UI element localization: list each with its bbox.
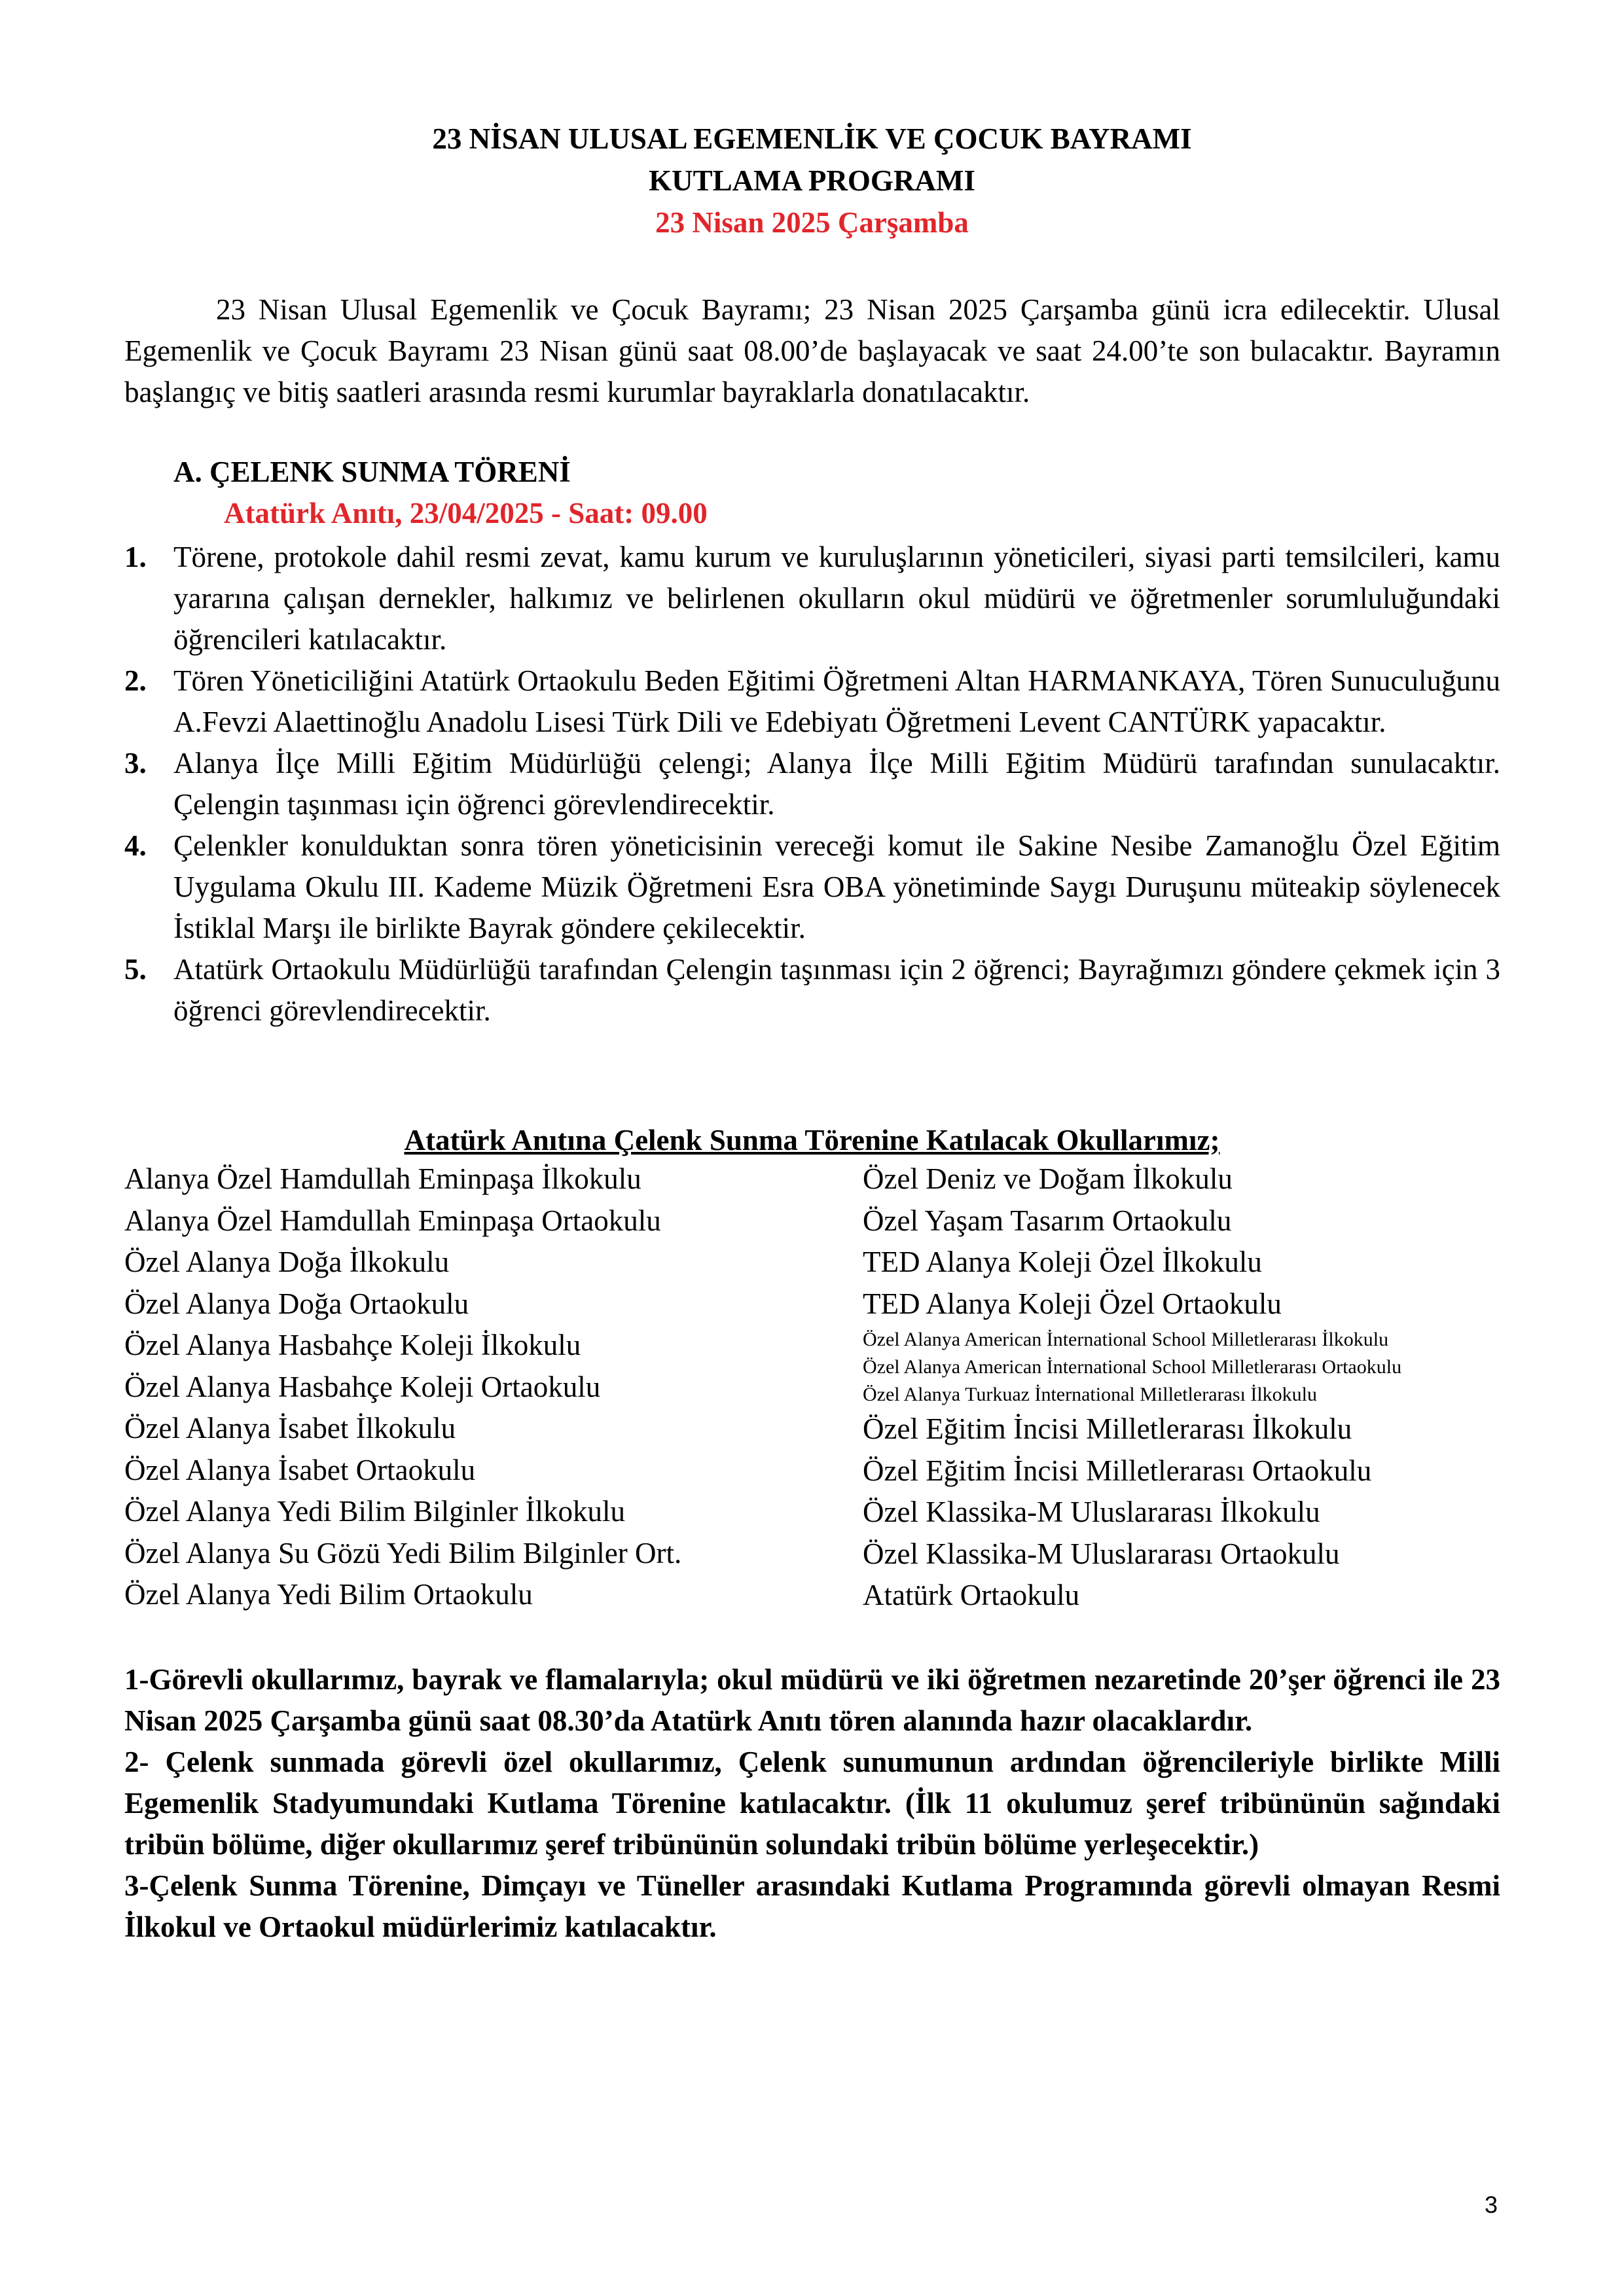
school-item: Özel Klassika-M Uluslararası Ortaokulu — [863, 1537, 1340, 1570]
item-number: 1. — [124, 541, 147, 573]
list-item — [124, 537, 1500, 660]
ceremony-items — [124, 537, 1500, 1031]
item-text: Tören Yöneticiliğini Atatürk Ortaokulu Beden Eğitimi Öğretmeni Altan HARMANKAYA, Tören Sunuculuğunu A.Fevzi Alaettinoğlu Anadolu Lisesi Türk Dili ve Edebiyatı Öğretmeni Levent CANTÜRK yapacaktır. — [173, 664, 1500, 738]
school-item: Özel Alanya Doğa Ortaokulu — [124, 1287, 469, 1320]
note-paragraph: 2- Çelenk sunmada görevli özel okullarımız, Çelenk sunumunun ardından öğrencileriyle birlikte Milli Egemenlik Stadyumundaki Kutlama Törenine katılacaktır. (İlk 11 okulumuz şeref tribününün sağındaki tribün bölüme, diğer okullarımız şeref tribününün solundaki tribün bölüme yerleşecektir.) — [124, 1746, 1500, 1861]
page-title: 23 NİSAN ULUSAL EGEMENLİK VE ÇOCUK BAYRAMI — [432, 122, 1192, 155]
school-item: Özel Alanya Yedi Bilim Ortaokulu — [124, 1578, 533, 1611]
school-item: Özel Alanya American İnternational School Milletlerarası İlkokulu — [863, 1329, 1389, 1350]
school-item: Özel Alanya İsabet İlkokulu — [124, 1412, 456, 1444]
note-paragraph: 3-Çelenk Sunma Törenine, Dimçayı ve Tüneller arasındaki Kutlama Programında görevli olmayan Resmi İlkokul ve Ortaokul müdürlerimiz katılacaktır. — [124, 1869, 1500, 1943]
school-item: Özel Yaşam Tasarım Ortaokulu — [863, 1204, 1232, 1237]
school-item: Özel Alanya American İnternational School Milletlerarası Ortaokulu — [863, 1356, 1402, 1378]
school-item: Özel Alanya Su Gözü Yedi Bilim Bilginler Ort. — [124, 1536, 682, 1570]
item-text: Törene, protokole dahil resmi zevat, kamu kurum ve kuruluşlarının yöneticileri, siyasi parti temsilcileri, kamu yararına çalışan dernekler, halkımız ve belirlenen okulların okul müdürü ve öğretmenler sorumluluğundaki öğrencileri katılacaktır. — [173, 541, 1500, 656]
school-item: TED Alanya Koleji Özel Ortaokulu — [863, 1287, 1282, 1320]
school-item: Özel Alanya Doğa İlkokulu — [124, 1246, 450, 1278]
item-number: 5. — [124, 953, 147, 986]
item-number: 3. — [124, 747, 147, 780]
school-item: TED Alanya Koleji Özel İlkokulu — [863, 1246, 1262, 1278]
program-date: 23 Nisan 2025 Çarşamba — [655, 206, 969, 239]
item-text: Alanya İlçe Milli Eğitim Müdürlüğü çelengi; Alanya İlçe Milli Eğitim Müdürü tarafından sunulacaktır. Çelengin taşınması için öğrenci görevlendirecektir. — [173, 747, 1500, 821]
school-item: Özel Klassika-M Uluslararası İlkokulu — [863, 1496, 1320, 1528]
school-item: Özel Alanya Hasbahçe Koleji İlkokulu — [124, 1329, 581, 1361]
list-item — [124, 660, 1500, 743]
item-text: Atatürk Ortaokulu Müdürlüğü tarafından Çelengin taşınması için 2 öğrenci; Bayrağımızı göndere çekmek için 3 öğrenci görevlendirecektir. — [173, 953, 1500, 1027]
school-item: Özel Alanya İsabet Ortaokulu — [124, 1453, 476, 1486]
school-item: Alanya Özel Hamdullah Eminpaşa Ortaokulu — [124, 1204, 661, 1237]
page-number: 3 — [1485, 2191, 1498, 2218]
school-item: Özel Eğitim İncisi Milletlerarası Ortaokulu — [863, 1454, 1372, 1487]
section-a — [173, 452, 708, 534]
list-item — [124, 743, 1500, 825]
schools-right-column — [863, 1158, 1517, 1617]
section-a-subheading: Atatürk Anıtı, 23/04/2025 - Saat: 09.00 — [224, 497, 708, 529]
school-item: Özel Alanya Yedi Bilim Bilginler İlkokulu — [124, 1495, 625, 1528]
schools-left-column — [124, 1158, 818, 1616]
intro-paragraph — [124, 289, 1500, 413]
school-item: Özel Eğitim İncisi Milletlerarası İlkokulu — [863, 1412, 1352, 1445]
list-item — [124, 949, 1500, 1031]
school-item: Özel Alanya Turkuaz İnternational Milletlerarası İlkokulu — [863, 1384, 1317, 1405]
school-item: Alanya Özel Hamdullah Eminpaşa İlkokulu — [124, 1162, 641, 1195]
list-item — [124, 825, 1500, 949]
title-block — [0, 118, 1624, 243]
schools-heading: Atatürk Anıtına Çelenk Sunma Törenine Katılacak Okullarımız; — [404, 1124, 1220, 1157]
section-a-heading: A. ÇELENK SUNMA TÖRENİ — [173, 456, 571, 488]
item-number: 4. — [124, 829, 147, 862]
page-subtitle: KUTLAMA PROGRAMI — [649, 164, 975, 197]
notes-block — [124, 1659, 1500, 1948]
intro-text: 23 Nisan Ulusal Egemenlik ve Çocuk Bayramı; 23 Nisan 2025 Çarşamba günü icra edilecektir. Ulusal Egemenlik ve Çocuk Bayramı 23 Nisan günü saat 08.00’de başlayacak ve saat 24.00’te son bulacaktır. Bayramın başlangıç ve bitiş saatleri arasında resmi kurumlar bayraklarla donatılacaktır. — [124, 293, 1500, 408]
note-paragraph: 1-Görevli okullarımız, bayrak ve flamalarıyla; okul müdürü ve iki öğretmen nezaretinde 20’şer öğrenci ile 23 Nisan 2025 Çarşamba günü saat 08.30’da Atatürk Anıtı tören alanında hazır olacaklardır. — [124, 1663, 1500, 1737]
item-number: 2. — [124, 664, 147, 697]
school-item: Özel Deniz ve Doğam İlkokulu — [863, 1162, 1233, 1195]
item-text: Çelenkler konulduktan sonra tören yöneticisinin vereceği komut ile Sakine Nesibe Zamanoğlu Özel Eğitim Uygulama Okulu III. Kademe Müzik Öğretmeni Esra OBA yönetiminde Saygı Duruşunu müteakip söylenecek İstiklal Marşı ile birlikte Bayrak göndere çekilecektir. — [173, 829, 1500, 944]
school-item: Atatürk Ortaokulu — [863, 1579, 1080, 1611]
school-item: Özel Alanya Hasbahçe Koleji Ortaokulu — [124, 1370, 601, 1403]
